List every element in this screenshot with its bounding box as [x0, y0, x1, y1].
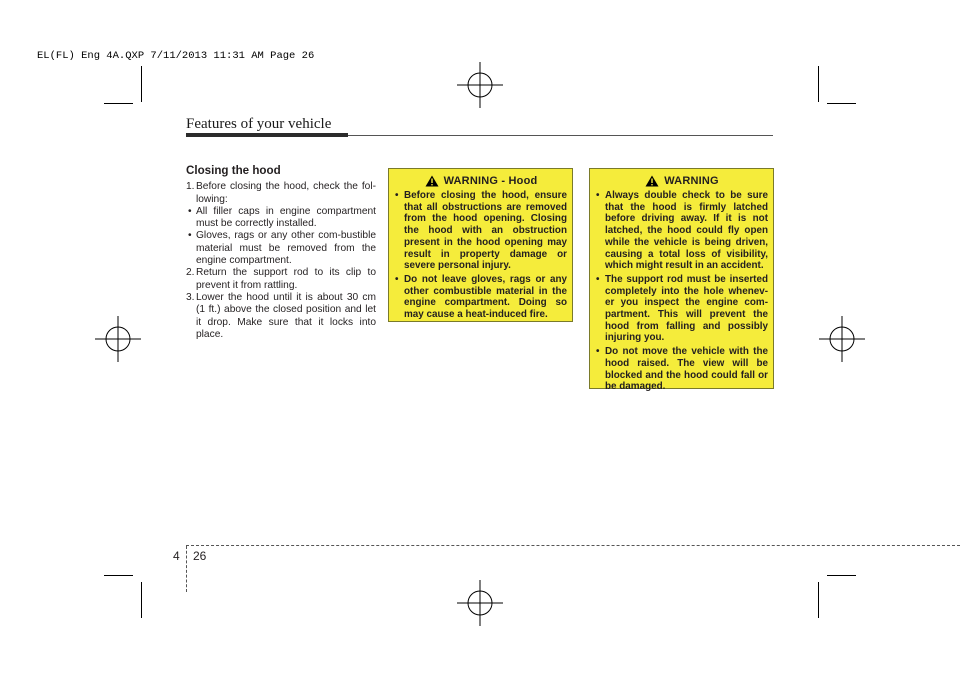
warning-bullet-text: Always double check to be sure that the hood is firmly latched before driving away. If it is not latched, the hood could fly open while the vehicle is being driven, causing a total loss of visibility, which might result in an accident. [605, 190, 768, 272]
warning-title-text: WARNING [443, 175, 499, 187]
chapter-number: 4 [173, 549, 180, 563]
bullet-icon: • [395, 273, 399, 285]
registration-mark-icon [95, 316, 141, 362]
registration-mark-icon [819, 316, 865, 362]
step-text: Before closing the hood, check the fol-lowing: [196, 181, 376, 205]
step-text: Return the support rod to its clip to prevent it from rattling. [196, 267, 376, 291]
section-title: Features of your vehicle [186, 116, 332, 132]
header-rule-accent [186, 133, 348, 137]
substep-text: All filler caps in engine compartment must be correctly installed. [196, 205, 376, 230]
warning-title [444, 175, 538, 187]
step-1 [186, 181, 376, 206]
warning-header [596, 175, 768, 187]
warning-bullet [596, 190, 768, 272]
bullet-icon: • [188, 230, 192, 242]
page-number: 26 [193, 549, 207, 563]
footer-rule [186, 545, 960, 546]
step-number: 3. [186, 291, 195, 303]
warning-bullet-text: Do not move the vehicle with the hood raised. The view will be blocked and the hood could fall or be damaged. [605, 346, 768, 393]
substep-text: Gloves, rags or any other com-bustible material must be removed from the engine compartment. [196, 230, 376, 267]
warning-bullet-text: Do not leave gloves, rags or any other combustible material in the engine compartment. Doing so may cause a heat-induced fire. [404, 273, 567, 321]
warning-triangle-icon [645, 175, 659, 187]
warning-subtitle: - Hood [498, 175, 538, 187]
registration-mark-icon [457, 62, 503, 108]
step-number: 2. [186, 267, 195, 279]
bullet-icon: • [596, 346, 600, 358]
warning-title-text: WARNING [664, 175, 719, 187]
bullet-icon: • [395, 190, 399, 201]
warning-bullet [395, 274, 567, 321]
substep-1 [188, 206, 376, 231]
warning-bullet-text: Before closing the hood, ensure that all obstructions are removed from the hood opening. Closing the hood with an obstruction present in the hood opening may result in property damage or severe personal injury. [404, 190, 567, 272]
step-2 [186, 267, 376, 292]
closing-hood-section [186, 165, 376, 341]
warning-header [395, 175, 567, 187]
warning-general-box [589, 168, 774, 393]
step-text: Lower the hood until it is about 30 cm (1 ft.) above the closed position and let it drop. Make sure that it locks into place. [196, 291, 376, 340]
bullet-icon: • [596, 190, 600, 201]
registration-mark-icon [457, 580, 503, 626]
warning-bullet [395, 190, 567, 272]
warning-hood-box [388, 168, 573, 322]
step-3 [186, 292, 376, 341]
closing-hood-heading: Closing the hood [186, 164, 281, 177]
print-slug: EL(FL) Eng 4A.QXP 7/11/2013 11:31 AM Page 26 [37, 50, 315, 62]
bullet-icon: • [596, 273, 600, 285]
warning-triangle-icon [425, 175, 439, 187]
footer-divider [186, 546, 187, 592]
warning-bullet-text: The support rod must be inserted completely into the hole whenev-er you inspect the engine com-partment. This will prevent the hood from falling and possibly injuring you. [605, 273, 768, 344]
warning-bullet [596, 274, 768, 344]
bullet-icon: • [188, 205, 192, 217]
step-number: 1. [186, 181, 195, 193]
warning-bullet [596, 346, 768, 393]
substep-2 [188, 230, 376, 267]
